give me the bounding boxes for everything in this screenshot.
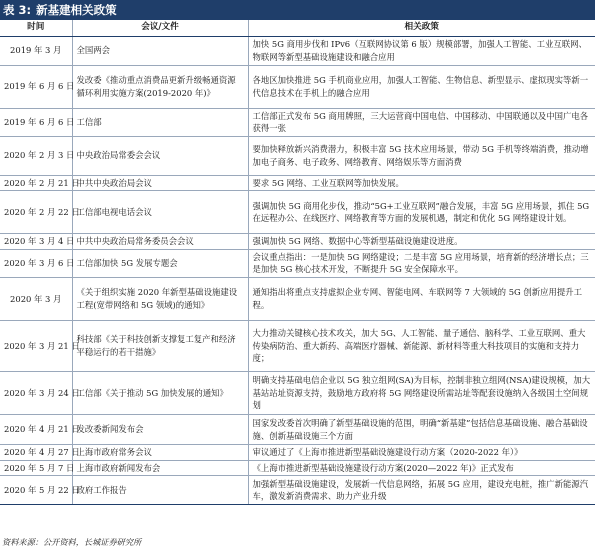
row-meeting: 工信部加快 5G 发展专题会 [72, 249, 248, 277]
row-policy: 大力推动关键核心技术攻关，加大 5G、人工智能、量子通信、脑科学、工业互联网、重大传染病防治、重大新药、高端医疗器械、新能源、新材料等重大科技项目的实施和支持力度； [248, 321, 595, 372]
table-row [0, 321, 595, 372]
table-row [0, 249, 595, 277]
row-policy: 通知指出将重点支持虚拟企业专网、智能电网、车联网等 7 大领域的 5G 创新应用提升工程。 [248, 278, 595, 321]
row-date: 2020 年 2 月 21 日 [0, 175, 72, 191]
row-date: 2019 年 6 月 6 日 [0, 65, 72, 108]
row-meeting: 工信部 [72, 108, 248, 136]
table-row [0, 234, 595, 250]
table-header-row [0, 20, 595, 36]
row-date: 2020 年 3 月 6 日 [0, 249, 72, 277]
row-date: 2020 年 3 月 [0, 278, 72, 321]
table-row [0, 65, 595, 108]
row-date: 2020 年 3 月 21 日 [0, 321, 72, 372]
row-meeting: 上海市政府新闻发布会 [72, 460, 248, 476]
header-policy: 相关政策 [248, 20, 595, 36]
row-policy: 审议通过了《上海市推进新型基础设施建设行动方案（2020-2022 年）》 [248, 445, 595, 461]
table-row [0, 36, 595, 65]
row-meeting: 上海市政府常务会议 [72, 445, 248, 461]
header-time: 时间 [0, 20, 72, 36]
row-policy: 强调加快 5G 商用化步伐，推动“5G+工业互联网”融合发展，丰富 5G 应用场景，抓住 5G 在远程办公、在线医疗、网络教育等方面的发展机遇，制定和优化 5G 网络建设计划。 [248, 191, 595, 234]
row-date: 2020 年 5 月 7 日 [0, 460, 72, 476]
row-policy: 各地区加快推进 5G 手机商业应用，加强人工智能、生物信息、新型显示、虚拟现实等新一代信息技术在手机上的融合应用 [248, 65, 595, 108]
row-meeting: 中共中央政治局常务委员会会议 [72, 234, 248, 250]
table-title-text: 新基建相关政策 [36, 3, 117, 17]
row-policy: 《上海市推进新型基础设施建设行动方案(2020—2022 年)》正式发布 [248, 460, 595, 476]
row-meeting: 发改委新闻发布会 [72, 415, 248, 445]
row-meeting: 政府工作报告 [72, 476, 248, 505]
row-meeting: 《关于组织实施 2020 年新型基础设施建设工程(宽带网络和 5G 领域)的通知》 [72, 278, 248, 321]
row-date: 2020 年 2 月 3 日 [0, 136, 72, 175]
row-date: 2020 年 3 月 4 日 [0, 234, 72, 250]
table-row [0, 108, 595, 136]
table-row [0, 415, 595, 445]
table-row [0, 445, 595, 461]
row-date: 2020 年 2 月 22 日 [0, 191, 72, 234]
row-meeting: 工信部电视电话会议 [72, 191, 248, 234]
row-meeting: 发改委《推动重点消费品更新升级畅通资源循环利用实施方案(2019-2020 年)》 [72, 65, 248, 108]
row-date: 2020 年 5 月 22 日 [0, 476, 72, 505]
row-date: 2019 年 3 月 [0, 36, 72, 65]
table-row [0, 372, 595, 415]
row-policy: 加强新型基础设施建设，发展新一代信息网络，拓展 5G 应用，建设充电桩，推广新能源汽车，激发新消费需求、助力产业升级 [248, 476, 595, 505]
row-policy: 明确支持基础电信企业以 5G 独立组网(SA)为目标，控制非独立组网(NSA)建设规模，加大基站站址资源支持，鼓励地方政府将 5G 网络建设所需站址等配套设施纳入各级国土空间规划 [248, 372, 595, 415]
table-row [0, 175, 595, 191]
row-policy: 工信部正式发布 5G 商用牌照，三大运营商中国电信、中国移动、中国联通以及中国广电各获得一张 [248, 108, 595, 136]
row-date: 2020 年 4 月 21 日 [0, 415, 72, 445]
policy-table [0, 20, 595, 505]
row-date: 2020 年 4 月 27 日 [0, 445, 72, 461]
table-number: 表 3: [3, 3, 32, 17]
row-policy: 要求 5G 网络、工业互联网等加快发展。 [248, 175, 595, 191]
row-meeting: 中共中央政治局会议 [72, 175, 248, 191]
table-row [0, 476, 595, 505]
source-note: 资料来源：公开资料，长城证券研究所 [2, 537, 142, 547]
table-title [0, 0, 595, 20]
table-row [0, 460, 595, 476]
row-policy: 加快 5G 商用步伐和 IPv6（互联网协议第 6 版）规模部署，加强人工智能、工业互联网、物联网等新型基础设施建设和融合应用 [248, 36, 595, 65]
row-date: 2020 年 3 月 24 日 [0, 372, 72, 415]
row-policy: 国家发改委首次明确了新型基础设施的范围，明确“新基建”包括信息基础设施、融合基础设施、创新基础设施三个方面 [248, 415, 595, 445]
table-row [0, 278, 595, 321]
row-meeting: 全国两会 [72, 36, 248, 65]
row-meeting: 中央政治局常委会会议 [72, 136, 248, 175]
row-date: 2019 年 6 月 6 日 [0, 108, 72, 136]
row-policy: 会议重点指出：一是加快 5G 网络建设；二是丰富 5G 应用场景，培育新的经济增长点；三是加快 5G 核心技术开发，不断提升 5G 安全保障水平。 [248, 249, 595, 277]
row-policy: 要加快释放新兴消费潜力，积极丰富 5G 技术应用场景，带动 5G 手机等终端消费，推动增加电子商务、电子政务、网络教育、网络娱乐等方面消费 [248, 136, 595, 175]
row-meeting: 工信部《关于推动 5G 加快发展的通知》 [72, 372, 248, 415]
row-meeting: 科技部《关于科技创新支撑复工复产和经济平稳运行的若干措施》 [72, 321, 248, 372]
table-row [0, 191, 595, 234]
header-meeting: 会议/文件 [72, 20, 248, 36]
row-policy: 强调加快 5G 网络、数据中心等新型基础设施建设进度。 [248, 234, 595, 250]
table-row [0, 136, 595, 175]
